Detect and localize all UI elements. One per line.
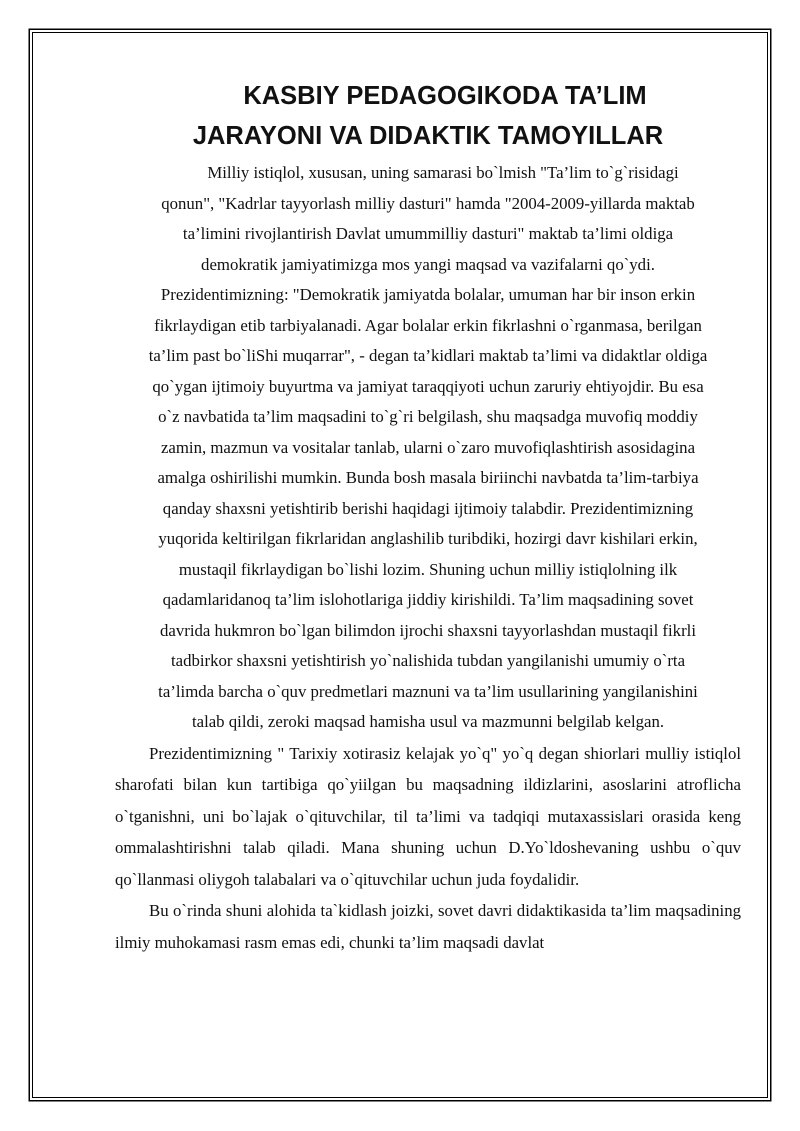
document-body [115, 76, 741, 958]
text-line: qanday shaxsni yetishtirib berishi haqidagi ijtimoiy talabdir. Prezidentimizning [162, 498, 694, 518]
text-line: qadamlaridanoq ta’lim islohotlariga jiddiy kirishildi. Ta’lim maqsadining sovet [162, 590, 694, 609]
text-line: davrida hukmron bo`lgan bilimdon ijrochi shaxsni tayyorlashdan mustaqil fikrli [160, 620, 696, 640]
text-line: Prezidentimizning: "Demokratik jamiyatda bolalar, umuman har bir inson erkin [160, 285, 696, 304]
document-title [115, 76, 741, 156]
text-line: qonun", "Kadrlar tayyorlash milliy dasturi" hamda "2004-2009-yillarda maktab [161, 193, 695, 213]
paragraph-2: Prezidentimizning " Tarixiy xotirasiz kelajak yo`q" yo`q degan shiorlari mulliy istiqlol sharofati bilan kun tartibiga qo`yiilgan bu maqsadning ildizlarini, asoslarini atroflicha o`tganishni, uni bo`lajak o`qituvchilar, til ta’limi va tadqiqi mutaxassislari orasida keng ommalashtirishni talab qiladi. Mana shuning uchun D.Yo`ldoshevaning ushbu o`quv qo`llanmasi oliygoh talabalari va o`qituvchilar uchun juda foydalidir. [115, 743, 741, 889]
text-line: fikrlaydigan etib tarbiyalanadi. Agar bolalar erkin fikrlashni o`rganmasa, berilgan [154, 315, 702, 335]
centered-paragraph [115, 158, 741, 738]
text-line: qo`ygan ijtimoiy buyurtma va jamiyat taraqqiyoti uchun zaruriy ehtiyojdir. Bu esa [152, 376, 704, 396]
text-line: ta’lim past bo`liShi muqarrar", - degan ta’kidlari maktab ta’limi va didaktlar oldiga [148, 346, 708, 365]
text-line: o`z navbatida ta’lim maqsadini to`g`ri belgilash, shu maqsadga muvofiq moddiy [158, 407, 698, 426]
text-line: yuqorida keltirilgan fikrlaridan anglashilib turibdiki, hozirgi davr kishilari erkin, [158, 529, 698, 548]
text-line: amalga oshirilishi mumkin. Bunda bosh masala biriinchi navbatda ta’lim-tarbiya [157, 468, 699, 487]
text-line: talab qildi, zeroki maqsad hamisha usul va mazmunni belgilab kelgan. [191, 712, 665, 731]
title-line-1: KASBIY PEDAGOGIKODA TA’LIM [243, 82, 647, 110]
text-line: demokratik jamiyatimizga mos yangi maqsad va vazifalarni qo`ydi. [201, 254, 655, 274]
text-line: ta’limda barcha o`quv predmetlari maznuni va ta’lim usullarining yangilanishini [158, 681, 698, 701]
text-line: mustaqil fikrlaydigan bo`lishi lozim. Shuning uchun milliy istiqlolning ilk [178, 559, 678, 579]
text-line: Milliy istiqlol, xususan, uning samarasi bo`lmish "Ta’lim to`g`risidagi [207, 163, 679, 182]
text-line: ta’limini rivojlantirish Davlat umummilliy dasturi" maktab ta’limi oldiga [182, 224, 674, 243]
text-line: tadbirkor shaxsni yetishtirish yo`nalishida tubdan yangilanishi umumiy o`rta [170, 651, 686, 670]
paragraph-3: Bu o`rinda shuni alohida ta`kidlash joizki, sovet davri didaktikasida ta’lim maqsadining ilmiy muhokamasi rasm emas edi, chunki ta’lim maqsadi davlat [115, 901, 741, 952]
title-line-2: JARAYONI VA DIDAKTIK TAMOYILLAR [192, 122, 664, 150]
text-line: zamin, mazmun va vositalar tanlab, ularni o`zaro muvofiqlashtirish asosidagina [160, 437, 696, 457]
